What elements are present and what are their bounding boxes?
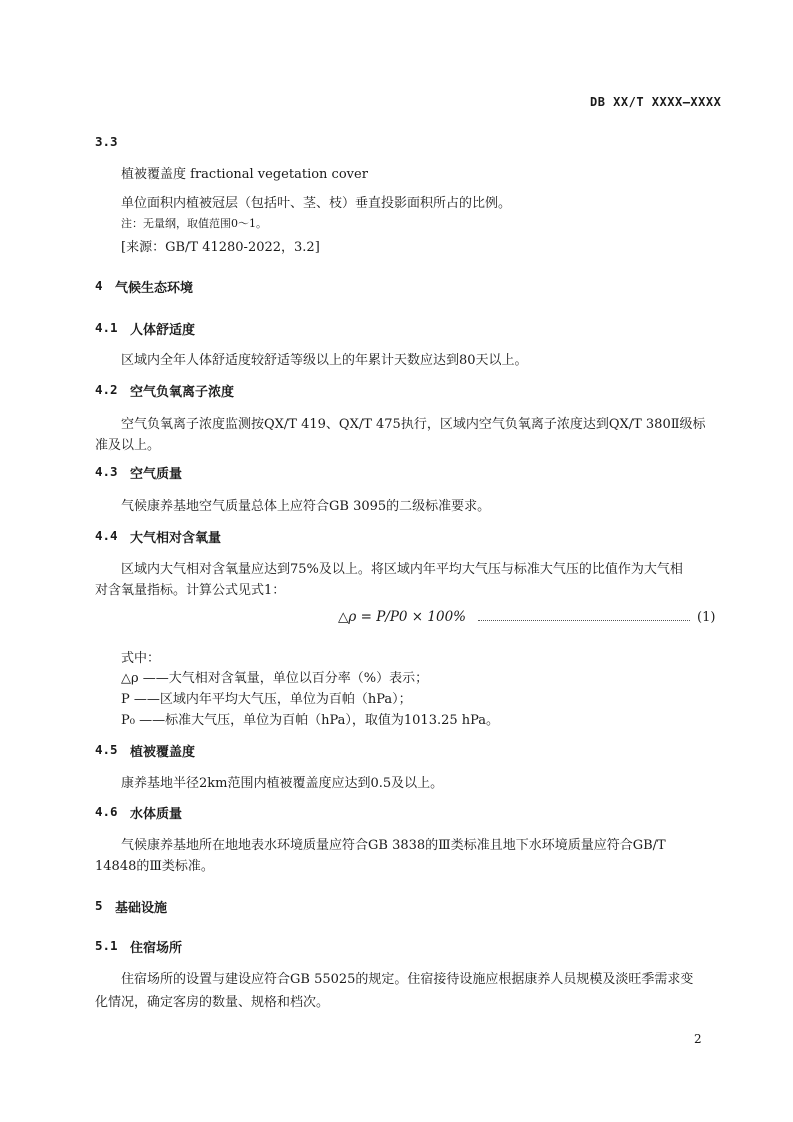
section-number-3-3: 3.3 [95, 134, 118, 149]
paragraph-4-6-line1: 气候康养基地所在地地表水环境质量应符合GB 3838的Ⅲ类标准且地下水环境质量应符合GB/T [121, 838, 666, 853]
paragraph-4-2-line2: 准及以上。 [95, 438, 161, 453]
section-title-5-1: 住宿场所 [130, 941, 183, 956]
formula: △ρ = P/P0 × 100% [338, 609, 467, 625]
paragraph-4-3: 气候康养基地空气质量总体上应符合GB 3095的二级标准要求。 [121, 499, 491, 514]
section-title-5: 基础设施 [115, 901, 168, 916]
section-title-4-3: 空气质量 [130, 467, 183, 482]
section-number-4-3: 4.3 [95, 464, 118, 479]
section-number-4: 4 [95, 278, 103, 293]
section-title-4: 气候生态环境 [115, 281, 194, 296]
document-code: DB XX/T XXXX—XXXX [590, 95, 722, 109]
section-number-4-4: 4.4 [95, 528, 118, 543]
section-number-4-6: 4.6 [95, 804, 118, 819]
term-source: [来源：GB/T 41280-2022，3.2] [121, 240, 320, 255]
paragraph-4-5: 康养基地半径2km范围内植被覆盖度应达到0.5及以上。 [121, 776, 444, 791]
section-title-4-6: 水体质量 [130, 807, 183, 822]
term-note: 注：无量纲，取值范围0～1。 [121, 217, 267, 230]
section-title-4-1: 人体舒适度 [130, 323, 196, 338]
section-title-4-2: 空气负氧离子浓度 [130, 385, 235, 400]
paragraph-5-1-line2: 化情况，确定客房的数量、规格和档次。 [95, 995, 330, 1010]
variable-p0: P₀ ——标准大气压，单位为百帕（hPa），取值为1013.25 hPa。 [121, 713, 500, 728]
term-title: 植被覆盖度 fractional vegetation cover [121, 167, 368, 182]
section-number-4-1: 4.1 [95, 320, 118, 335]
paragraph-4-6-line2: 14848的Ⅲ类标准。 [95, 859, 214, 874]
where-label: 式中： [121, 651, 161, 666]
variable-p: P ——区域内年平均大气压，单位为百帕（hPa）； [121, 692, 412, 707]
variable-delta-rho: △ρ ——大气相对含氧量，单位以百分率（%）表示； [121, 671, 429, 686]
paragraph-4-4-line2: 对含氧量指标。计算公式见式1： [95, 583, 286, 598]
paragraph-5-1-line1: 住宿场所的设置与建设应符合GB 55025的规定。住宿接待设施应根据康养人员规模及淡旺季需求变 [121, 972, 694, 987]
formula-leader-dots [478, 612, 690, 621]
term-definition: 单位面积内植被冠层（包括叶、茎、枝）垂直投影面积所占的比例。 [121, 196, 512, 211]
paragraph-4-2-line1: 空气负氧离子浓度监测按QX/T 419、QX/T 475执行，区域内空气负氧离子浓度达到QX/T 380Ⅱ级标 [121, 417, 706, 432]
page-number: 2 [694, 1032, 702, 1046]
section-title-4-4: 大气相对含氧量 [130, 531, 222, 546]
formula-number: (1) [697, 610, 716, 625]
section-number-5: 5 [95, 898, 103, 913]
paragraph-4-1: 区域内全年人体舒适度较舒适等级以上的年累计天数应达到80天以上。 [121, 353, 528, 368]
paragraph-4-4-line1: 区域内大气相对含氧量应达到75%及以上。将区域内年平均大气压与标准大气压的比值作为大气相 [121, 562, 683, 577]
section-number-4-2: 4.2 [95, 382, 118, 397]
section-number-5-1: 5.1 [95, 938, 118, 953]
section-number-4-5: 4.5 [95, 742, 118, 757]
section-title-4-5: 植被覆盖度 [130, 745, 196, 760]
